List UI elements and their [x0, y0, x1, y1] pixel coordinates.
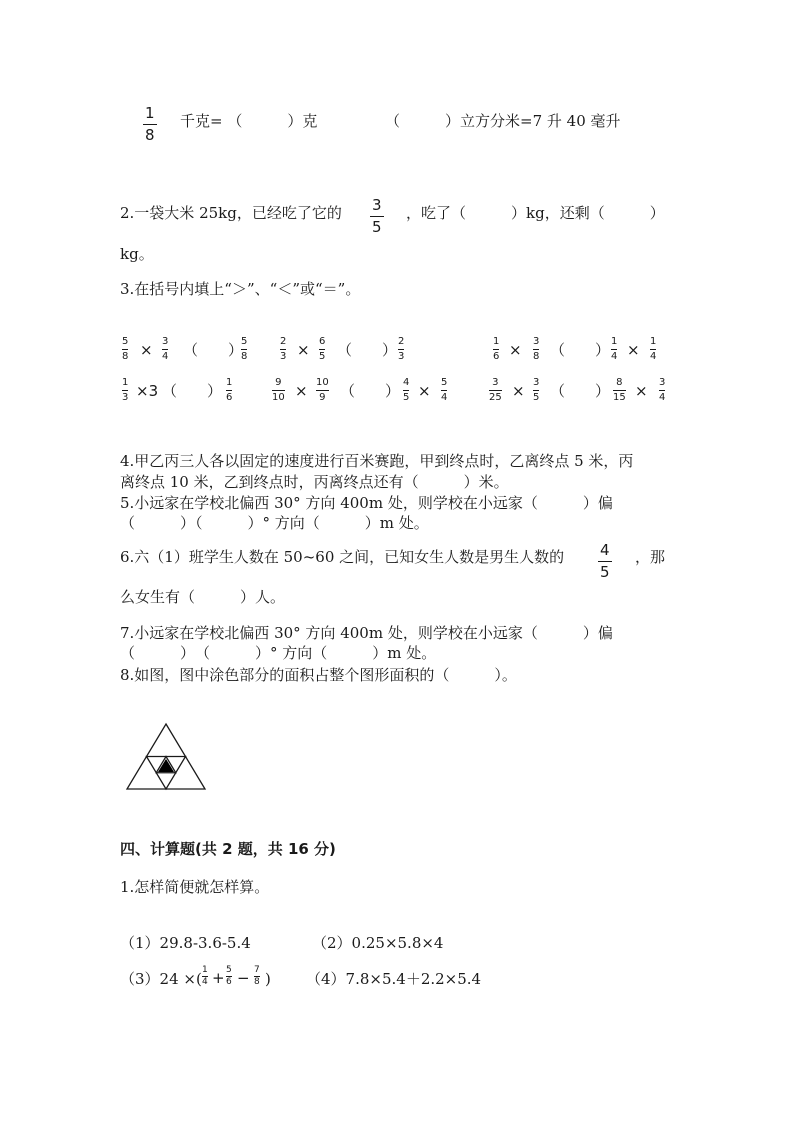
q3-r2c2-b: 10 9 [316, 377, 329, 403]
q3-r2c2-a: 9 10 [272, 377, 285, 403]
q3-r1c3-r1: 1 4 [611, 336, 618, 362]
answer-blank[interactable]: （ ） [550, 341, 611, 359]
times-sign: × [418, 382, 431, 400]
q3-r2c3-r2: 3 4 [659, 377, 666, 403]
calc-q1-title: 1.怎样简便就怎样算。 [120, 878, 270, 896]
q2-suffix: ，吃了（ ）kg，还剩（ ） [406, 204, 665, 222]
times-sign: × [297, 341, 310, 359]
q4-line1: 4.甲乙丙三人各以固定的速度进行百米赛跑，甲到终点时，乙离终点 5 米，丙 [120, 452, 634, 470]
q3-r2c1-a: 1 3 [122, 377, 129, 403]
minus-sign: − [237, 969, 250, 987]
answer-blank[interactable]: （ ） [183, 341, 244, 359]
q3-r1c2-a: 2 3 [280, 336, 287, 362]
calc-item-3-close: ) [265, 970, 271, 988]
q3-r1c3-a: 1 6 [493, 336, 500, 362]
q1-part-b: （ ）立方分米=7 升 40 毫升 [385, 112, 621, 130]
q5-line1: 5.小远家在学校北偏西 30° 方向 400m 处，则学校在小远家（ ）偏 [120, 494, 613, 512]
q3-r1c2-r: 2 3 [398, 336, 405, 362]
q3-r2c3-r1: 8 15 [613, 377, 626, 403]
q3-r1c3-r2: 1 4 [650, 336, 657, 362]
q3-r1c1-b: 3 4 [162, 336, 169, 362]
q3-title: 3.在括号内填上“＞”、“＜”或“＝”。 [120, 280, 361, 298]
q6-prefix: 6.六（1）班学生人数在 50~60 之间，已知女生人数是男生人数的 [120, 548, 565, 566]
calc-item-2: （2）0.25×5.8×4 [312, 934, 444, 952]
times-sign: × [627, 341, 640, 359]
calc-item-4: （4）7.8×5.4＋2.2×5.4 [306, 970, 482, 988]
times-sign: × [509, 341, 522, 359]
times-sign: × [512, 382, 525, 400]
q6-suffix: ，那 [635, 548, 666, 566]
q3-r2c3-a: 3 25 [489, 377, 502, 403]
answer-blank[interactable]: （ ） [340, 382, 401, 400]
calc-item-3-frac3: 7 8 [254, 965, 260, 987]
q2-fraction: 3 5 [372, 196, 382, 236]
q6-line2: 么女生有（ ）人。 [120, 588, 286, 606]
q7-line2: （ ） （ ）° 方向（ ）m 处。 [120, 644, 437, 662]
q3-r2c2-r1: 4 5 [403, 377, 410, 403]
q2-prefix: 2.一袋大米 25kg，已经吃了它的 [120, 204, 342, 222]
calc-item-1: （1）29.8-3.6-5.4 [120, 934, 251, 952]
times-sign: × [140, 341, 153, 359]
q8-text: 8.如图，图中涂色部分的面积占整个图形面积的（ ）。 [120, 666, 517, 684]
q3-r2c2-r2: 5 4 [441, 377, 448, 403]
q2-line2: kg。 [120, 245, 154, 263]
section-heading: 四、计算题(共 2 题，共 16 分) [120, 840, 336, 858]
q4-line2: 离终点 10 米，乙到终点时，丙离终点还有（ ）米。 [120, 473, 509, 491]
times-three: ×3 [136, 382, 159, 400]
q1-part-a: 千克= （ ）克 [180, 112, 318, 130]
triangle-figure [120, 718, 212, 794]
calc-item-3-frac1: 1 4 [202, 965, 208, 987]
q3-r2c3-b: 3 5 [533, 377, 540, 403]
q3-r1c3-b: 3 8 [533, 336, 540, 362]
calc-item-3-frac2: 5 6 [226, 965, 232, 987]
plus-sign: + [212, 969, 225, 987]
calc-item-3-prefix: （3）24 ×( [120, 970, 202, 988]
answer-blank[interactable]: （ ） [337, 341, 398, 359]
q3-r1c2-b: 6 5 [319, 336, 326, 362]
q5-line2: （ ）（ ）° 方向（ ）m 处。 [120, 514, 429, 532]
q7-line1: 7.小远家在学校北偏西 30° 方向 400m 处，则学校在小远家（ ）偏 [120, 624, 613, 642]
q3-r1c1-r: 5 8 [241, 336, 248, 362]
q6-fraction: 4 5 [600, 541, 610, 581]
answer-blank[interactable]: （ ） [550, 382, 611, 400]
q3-r2c1-r: 1 6 [226, 377, 233, 403]
q3-r1c1-a: 5 8 [122, 336, 129, 362]
times-sign: × [295, 382, 308, 400]
answer-blank[interactable]: （ ） [162, 382, 223, 400]
times-sign: × [635, 382, 648, 400]
fraction-one-eighth: 1 8 [145, 104, 155, 144]
